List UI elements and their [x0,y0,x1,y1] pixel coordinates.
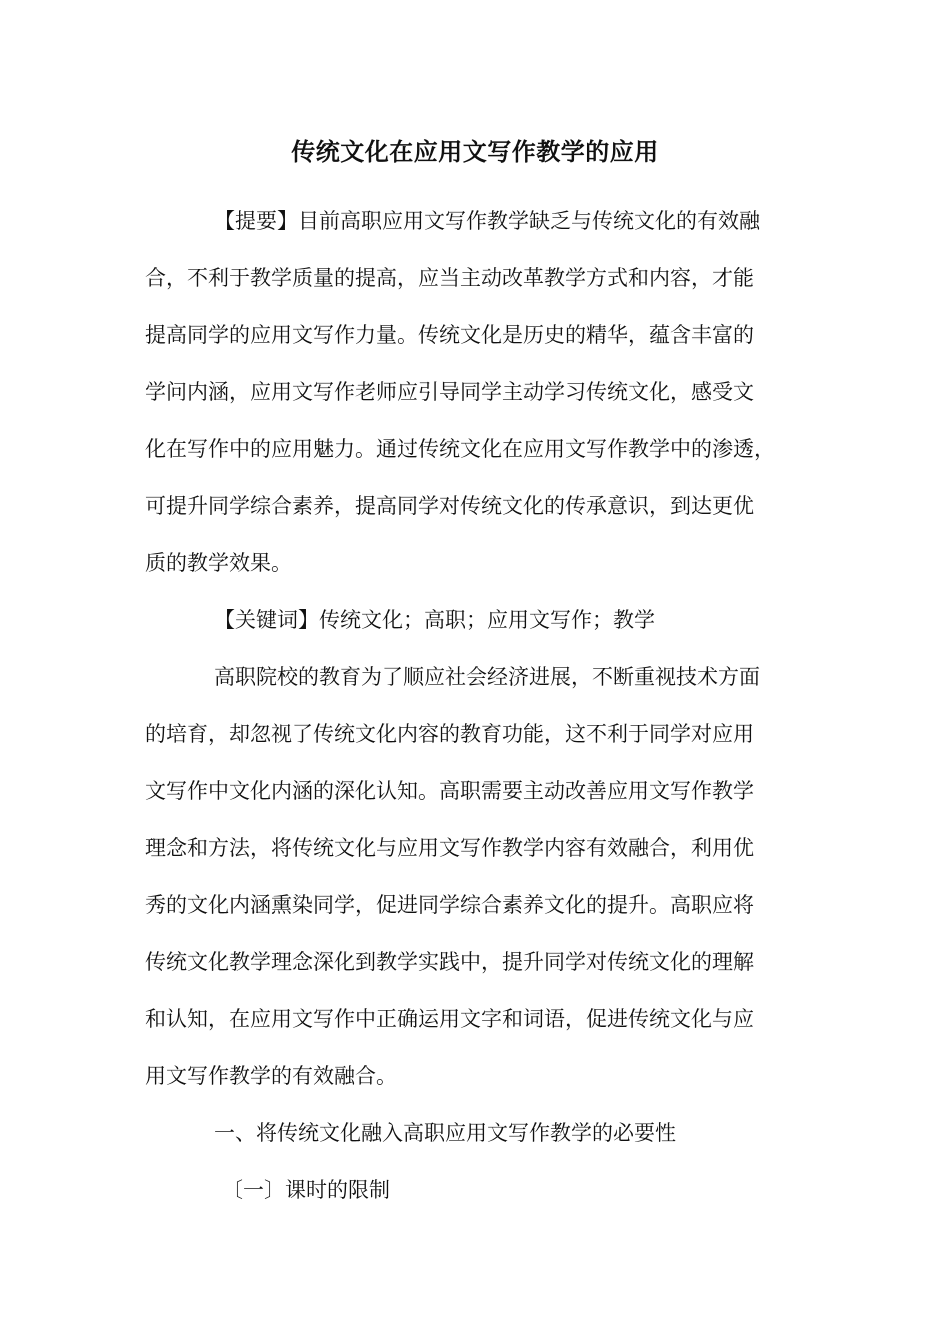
intro-line: 文写作中文化内涵的深化认知。高职需要主动改善应用文写作教学 [145,779,754,803]
abstract-line: 合，不利于教学质量的提高，应当主动改革教学方式和内容，才能 [145,266,754,290]
intro-line: 和认知，在应用文写作中正确运用文字和词语，促进传统文化与应 [145,1007,754,1031]
intro-line: 秀的文化内涵熏染同学，促进同学综合素养文化的提升。高职应将 [145,893,754,917]
intro-line: 的培育，却忽视了传统文化内容的教育功能，这不利于同学对应用 [145,722,754,746]
abstract-line: 质的教学效果。 [145,551,292,575]
intro-line: 传统文化教学理念深化到教学实践中，提升同学对传统文化的理解 [145,950,754,974]
intro-line: 高职院校的教育为了顺应社会经济进展，不断重视技术方面 [214,665,760,689]
section-heading: 一、将传统文化融入高职应用文写作教学的必要性 [214,1121,676,1145]
abstract-line: 提高同学的应用文写作力量。传统文化是历史的精华，蕴含丰富的 [145,323,754,347]
abstract-line: 化在写作中的应用魅力。通过传统文化在应用文写作教学中的渗透， [145,437,775,461]
keywords-line: 【关键词】传统文化；高职；应用文写作；教学 [214,608,655,632]
abstract-line: 学问内涵，应用文写作老师应引导同学主动学习传统文化，感受文 [145,380,754,404]
abstract-line: 可提升同学综合素养，提高同学对传统文化的传承意识，到达更优 [145,494,754,518]
subsection-heading: 〔一〕课时的限制 [222,1178,390,1202]
document-title: 传统文化在应用文写作教学的应用 [291,137,659,166]
abstract-line: 【提要】目前高职应用文写作教学缺乏与传统文化的有效融 [214,209,760,233]
intro-line: 理念和方法，将传统文化与应用文写作教学内容有效融合，利用优 [145,836,754,860]
intro-line: 用文写作教学的有效融合。 [145,1064,397,1088]
